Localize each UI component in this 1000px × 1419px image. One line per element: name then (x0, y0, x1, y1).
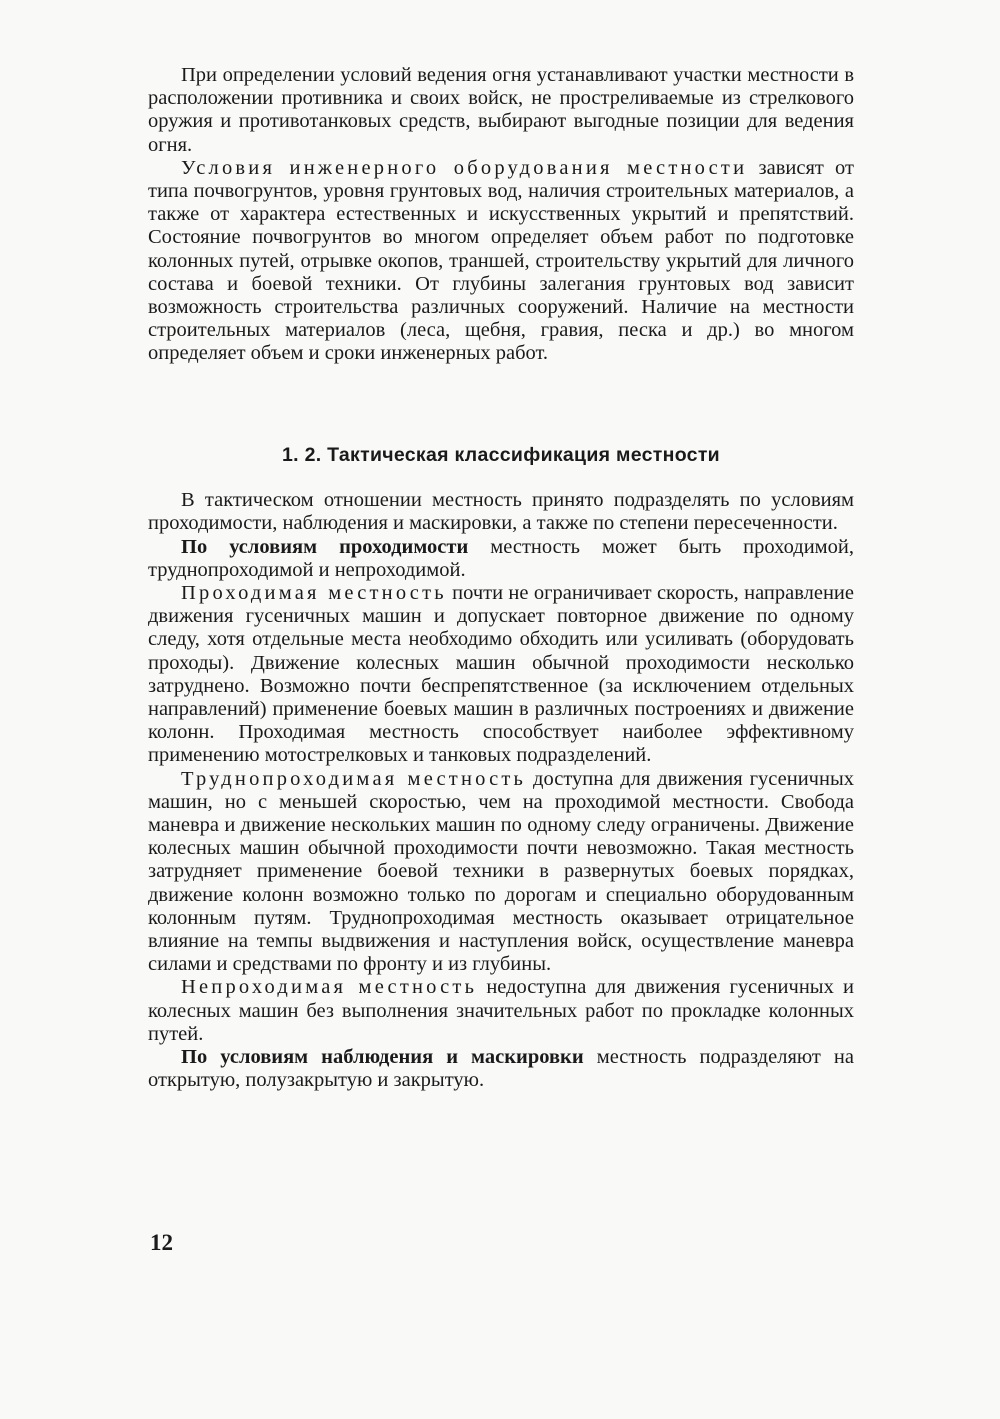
section-heading: 1. 2. Тактическая классификация местности (282, 444, 720, 466)
paragraph-text: недоступна для движения гусеничных и колесных машин без выполнения значительных работ по прокладке колонных путей. (148, 976, 854, 1045)
paragraph-impassable (148, 976, 854, 1046)
paragraph-hard-passable (148, 768, 854, 977)
spaced-term: Проходимая местность (181, 582, 447, 605)
paragraph-observation (148, 1046, 854, 1092)
paragraph-text: местность может быть проходимой, труднопроходимой и непроходимой. (148, 535, 854, 581)
spaced-term: Непроходимая местность (181, 976, 478, 999)
paragraph-text: почти не ограничивает скорость, направление движения гусеничных машин и допускает повторное движение по одному следу, хотя отдельные места необходимо обходить или усиливать (оборудовать проходы). Движение колесных машин обычной проходимости несколько затруднено. Возможно почти беспрепятственное (за исключением отдельных направлений) применение боевых машин в различных построениях и движение колонн. Проходимая местность способствует наиболее эффективному применению мотострелковых и танковых подразделений. (148, 582, 854, 767)
spaced-term: Условия инженерного оборудования местности (181, 156, 748, 179)
body-text-section (148, 444, 854, 1092)
paragraph-text: зависят от типа почвогрунтов, уровня грунтовых вод, наличия строительных материалов, а также от характера естественных и искусственных укрытий и препятствий. Состояние почвогрунтов во многом определяет объем работ по подготовке колонных путей, отрывке окопов, траншей, строительству укрытий для личного состава и боевой техники. От глубины залегания грунтовых вод зависит возможность строительства различных сооружений. Наличие на местности строительных материалов (леса, щебня, гравия, песка и др.) во многом определяет объем и сроки инженерных работ. (148, 156, 855, 365)
spaced-term: Труднопроходимая местность (181, 767, 527, 790)
paragraph-engineering (148, 157, 854, 366)
page-number: 12 (150, 1230, 173, 1255)
paragraph-passable (148, 582, 854, 768)
bold-term: По условиям проходимости (181, 535, 469, 558)
paragraph-passability (148, 536, 854, 582)
body-text-top (148, 64, 854, 366)
paragraph-fire-conditions: При определении условий ведения огня устанавливают участки местности в расположении противника и своих войск, не простреливаемые из стрелкового оружия и противотанковых средств, выбирают выгодные позиции для ведения огня. (148, 64, 854, 156)
paragraph-text: местность подразделяют на открытую, полузакрытую и закрытую. (148, 1046, 854, 1092)
paragraph-text: доступна для движения гусеничных машин, но с меньшей скоростью, чем на проходимой местности. Свобода маневра и движение нескольких машин по одному следу ограничены. Движение колесных машин обычной проходимости почти невозможно. Такая местность затрудняет применение боевой техники в развернутых боевых порядках, движение колонн возможно только по дорогам и специально оборудованным колонным путям. Труднопроходимая местность оказывает отрицательное влияние на темпы выдвижения и наступления войск, осуществление маневра силами и средствами по фронту и из глубины. (148, 767, 854, 976)
bold-term: По условиям наблюдения и маскировки (181, 1046, 584, 1069)
paragraph-tactical-intro: В тактическом отношении местность принято подразделять по условиям проходимости, наблюдения и маскировки, а также по степени пересеченности. (148, 489, 854, 535)
